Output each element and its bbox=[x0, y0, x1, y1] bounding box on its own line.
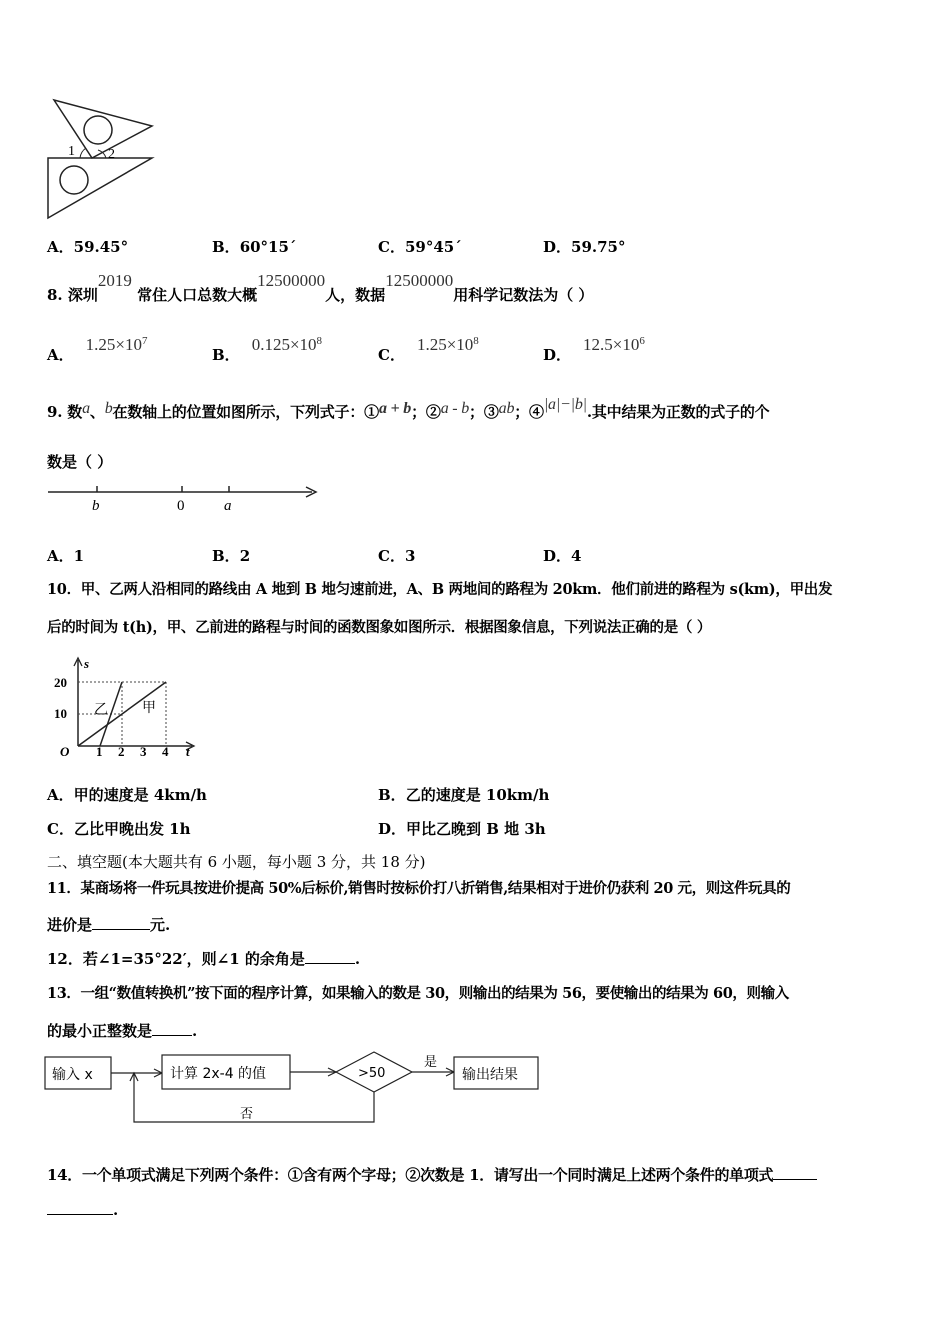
upper-triangle-hole bbox=[84, 116, 112, 144]
graph-jia-label: 甲 bbox=[142, 700, 156, 716]
q10-option-c: C．乙比甲晚出发 1h bbox=[47, 820, 191, 838]
lower-triangle-hole bbox=[60, 166, 88, 194]
q13-stem-line2: 的最小正整数是 . bbox=[47, 1022, 198, 1040]
q11-stem-line1: 11．某商场将一件玩具按进价提高 50%后标价,销售时按标价打八折销售,结果相对于进价仍获利 20 元，则这件玩具的 bbox=[47, 880, 791, 897]
q10-stem-line2: 后的时间为 t(h)，甲、乙前进的路程与时间的函数图象如图所示．根据图象信息，下列说法正确的是（ ） bbox=[47, 619, 712, 636]
q7-triangle-figure bbox=[40, 92, 160, 222]
q14-stem-line1: 14．一个单项式满足下列两个条件：①含有两个字母；②次数是 1．请写出一个同时满足上述两个条件的单项式 bbox=[47, 1164, 817, 1185]
graph-s-label: s bbox=[84, 656, 90, 671]
q9-option-a: A．1 bbox=[47, 547, 85, 565]
q8-option-b: B．$0.125\times 10^8$ bbox=[212, 335, 323, 364]
angle-arc-1 bbox=[80, 148, 86, 158]
angle-2-label: 2 bbox=[108, 147, 115, 162]
q8-option-d: D．$12.5\times 10^6$ bbox=[543, 335, 645, 364]
q10-distance-time-graph bbox=[52, 656, 202, 760]
q10-option-d: D．甲比乙晚到 B 地 3h bbox=[378, 820, 546, 838]
graph-y10-label: 10 bbox=[54, 706, 67, 721]
q14-answer-blank-2[interactable] bbox=[47, 1200, 113, 1215]
flow-compute-label: 计算 2x-4 的值 bbox=[170, 1066, 267, 1082]
q7-option-c: C．59°45´ bbox=[378, 238, 462, 256]
graph-origin-label: O bbox=[60, 744, 70, 759]
graph-yi-label: 乙 bbox=[94, 702, 108, 718]
angle-1-label: 1 bbox=[68, 144, 75, 159]
q13-stem-line1: 13．一组“数值转换机”按下面的程序计算，如果输入的数是 30，则输出的结果为 56，要使输出的结果为 60，则输入 bbox=[47, 985, 789, 1002]
flow-input-label: 输入 x bbox=[52, 1067, 93, 1083]
q9-stem: 9. 数a、b在数轴上的位置如图所示，下列式子：①a + b；②a - b；③ab；④|a|−|b|.其中结果为正数的式子的个 bbox=[47, 396, 770, 421]
q12-stem: 12．若∠1=35°22′，则∠1 的余角是 . bbox=[47, 950, 361, 968]
q14-answer-blank-1[interactable] bbox=[773, 1165, 817, 1180]
graph-x3-label: 3 bbox=[140, 744, 147, 759]
section2-title: 二、填空题(本大题共有 6 小题，每小题 3 分，共 18 分) bbox=[47, 853, 426, 871]
q8-option-c: C．$1.25\times 10^8$ bbox=[378, 335, 479, 364]
graph-x1-label: 1 bbox=[96, 744, 103, 759]
q10-stem-line1: 10．甲、乙两人沿相同的路线由 A 地到 B 地匀速前进，A、B 两地间的路程为 20km．他们前进的路程为 s(km)，甲出发 bbox=[47, 581, 833, 598]
axis-label-b: b bbox=[92, 498, 100, 514]
q9-number-line bbox=[44, 480, 324, 516]
flow-no-label: 否 bbox=[240, 1107, 254, 1122]
q14-stem-line2: . bbox=[47, 1200, 118, 1219]
q13-flowchart bbox=[44, 1050, 544, 1126]
graph-y20-label: 20 bbox=[54, 675, 67, 690]
q13-answer-blank[interactable] bbox=[152, 1021, 192, 1036]
q8-option-a: A．$1.25\times 10^7$ bbox=[47, 335, 148, 364]
q7-option-d: D．59.75° bbox=[543, 238, 626, 256]
graph-x4-label: 4 bbox=[162, 744, 169, 759]
q7-option-b: B．60°15´ bbox=[212, 238, 297, 256]
q9-stem-line2: 数是（ ） bbox=[47, 453, 113, 471]
axis-label-zero: 0 bbox=[177, 498, 185, 514]
q11-answer-blank[interactable] bbox=[92, 915, 150, 930]
q12-answer-blank[interactable] bbox=[305, 949, 355, 964]
flow-yes-label: 是 bbox=[424, 1055, 438, 1070]
graph-x2-label: 2 bbox=[118, 744, 125, 759]
graph-t-label: t bbox=[186, 744, 190, 759]
q10-option-a: A．甲的速度是 4km/h bbox=[47, 786, 207, 804]
q8-stem: 8. 深圳2019 常住人口总数大概12500000人，数据12500000用科学记数法为（ ） bbox=[47, 271, 594, 304]
q11-stem-line2: 进价是 元. bbox=[47, 916, 171, 934]
q7-option-a: A．59.45° bbox=[47, 238, 129, 256]
axis-label-a: a bbox=[224, 498, 232, 514]
q10-option-b: B．乙的速度是 10km/h bbox=[378, 786, 550, 804]
q9-option-d: D．4 bbox=[543, 547, 582, 565]
q9-option-b: B．2 bbox=[212, 547, 251, 565]
q9-option-c: C．3 bbox=[378, 547, 416, 565]
flow-output-label: 输出结果 bbox=[462, 1067, 518, 1083]
flow-condition-label: >50 bbox=[358, 1066, 386, 1081]
lower-triangle bbox=[48, 158, 152, 218]
